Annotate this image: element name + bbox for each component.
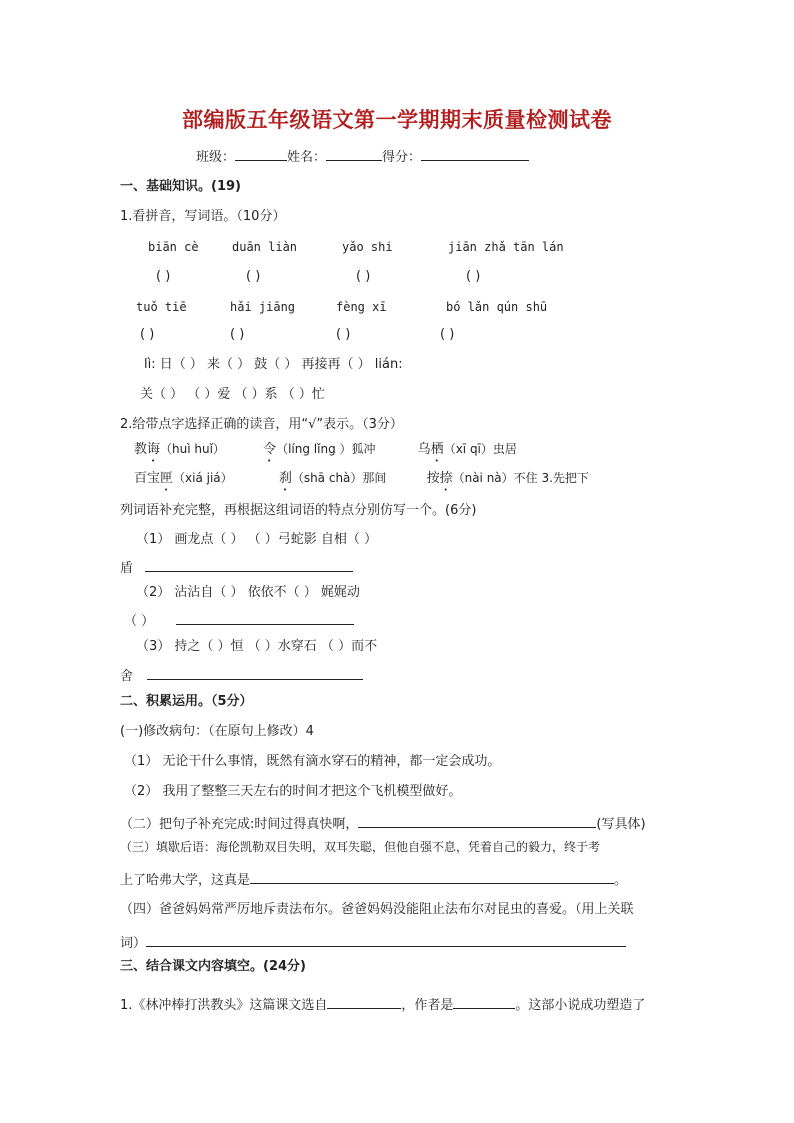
faulty-sentence-1: （1） 无论干什么事情，既然有滴水穿石的精神，都一定会成功。 xyxy=(124,754,501,769)
score-field[interactable] xyxy=(421,146,529,161)
answer-line[interactable] xyxy=(358,813,596,828)
class-label: 班级： xyxy=(196,150,236,165)
pinyin-8: bó lǎn qún shū xyxy=(446,300,548,314)
section1-heading: 一、基础知识。(19) xyxy=(120,179,241,194)
faulty-sentence-2: （2） 我用了整整三天左右的时间才把这个飞机模型做好。 xyxy=(124,784,462,799)
imitation-answer-line[interactable] xyxy=(147,665,363,680)
q1-prompt: 1.看拼音，写词语。（10分） xyxy=(120,209,286,224)
name-label: 姓名： xyxy=(287,150,327,165)
pinyin-4: jiān zhǎ tān lán xyxy=(448,240,564,254)
answer-blank[interactable]: ( ) xyxy=(156,269,171,284)
pinyin-7: fèng xī xyxy=(336,300,387,314)
q2-row2: 百宝匣（xiá jiá） 刹（shā chà）那间 按捺（nài nà）不住 3.先把下 xyxy=(134,471,589,486)
answer-blank[interactable]: ( ) xyxy=(230,327,245,342)
q3-prompt: 列词语补充完整，再根据这组词语的特点分别仿写一个。(6分) xyxy=(120,503,477,518)
pinyin-2: duān liàn xyxy=(232,240,298,254)
pinyin-3: yǎo shi xyxy=(342,240,393,254)
student-info-row xyxy=(196,146,529,167)
section2-part4: （四）爸爸妈妈常严厉地斥责法布尔。爸爸妈妈没能阻止法布尔对昆虫的喜爱。（用上关联 xyxy=(120,902,634,917)
answer-line[interactable] xyxy=(250,869,614,884)
answer-line[interactable] xyxy=(146,932,626,947)
section3-q1: 1.《林冲棒打洪教头》这篇课文选自 ，作者是 。这部小说成功塑造了 xyxy=(120,994,645,1015)
q3-row1-tail: 盾 xyxy=(120,557,353,578)
section2-part3-b: 上了哈弗大学，这真是 。 xyxy=(120,869,627,890)
name-field[interactable] xyxy=(326,146,382,161)
page-title: 部编版五年级语文第一学期期末质量检测试卷 xyxy=(182,107,612,132)
dotted-char: 捺 xyxy=(439,471,453,486)
dotted-char: 诲 xyxy=(147,442,161,457)
answer-blank[interactable]: ( ) xyxy=(246,269,261,284)
q3-row1: （1） 画龙点（ ） （ ）弓蛇影 自相（ ） xyxy=(136,532,378,547)
answer-blank[interactable]: ( ) xyxy=(440,327,455,342)
section3-heading: 三、结合课文内容填空。(24分) xyxy=(120,959,306,974)
class-field[interactable] xyxy=(235,146,287,161)
answer-line[interactable] xyxy=(327,994,401,1009)
q3-row3-tail: 舍 xyxy=(120,665,363,686)
imitation-answer-line[interactable] xyxy=(145,557,353,572)
dotted-char: 栖 xyxy=(430,442,444,457)
answer-blank[interactable]: ( ) xyxy=(140,327,155,342)
answer-line[interactable] xyxy=(453,994,515,1009)
imitation-answer-line[interactable] xyxy=(176,610,354,625)
section2-part3: （三）填歇后语：海伦凯勒双目失明，双耳失聪，但他自强不息，凭着自己的毅力，终于考 xyxy=(120,840,601,854)
pinyin-6: hǎi jiāng xyxy=(230,300,296,314)
answer-blank[interactable]: ( ) xyxy=(336,327,351,342)
q2-prompt: 2.给带点字选择正确的读音，用“√”表示。（3分） xyxy=(120,417,403,432)
answer-blank[interactable]: ( ) xyxy=(356,269,371,284)
pinyin-1: biān cè xyxy=(148,240,199,254)
li-fill-row: lì: 日（ ） 来（ ） 鼓（ ） 再接再（ ） lián: xyxy=(144,357,403,372)
q3-row2: （2） 沾沾自（ ） 依依不（ ） 娓娓动 xyxy=(136,585,360,600)
guan-fill-row: 关（ ） （ ）爱 （ ）系 （ ）忙 xyxy=(140,387,325,402)
answer-blank[interactable]: ( ) xyxy=(466,269,481,284)
section2-heading: 二、积累运用。（5分） xyxy=(120,694,253,709)
q2-row1: 教诲（huì huǐ） 令（líng lǐng ）狐冲 乌栖（xī qī）虫居 xyxy=(134,442,517,457)
q3-row3: （3） 持之（ ）恒 （ ）水穿石 （ ）而不 xyxy=(136,639,378,654)
section2-part2: （二）把句子补充完成:时间过得真快啊， (写具体) xyxy=(120,813,646,834)
section2-part1: (一)修改病句：（在原句上修改）4 xyxy=(120,724,314,739)
dotted-char: 匣 xyxy=(160,471,174,486)
dotted-char: 刹 xyxy=(278,471,292,486)
section2-part4-b: 词） xyxy=(120,932,626,953)
dotted-char: 令 xyxy=(263,442,277,457)
q3-row2-tail: （ ） xyxy=(124,610,354,631)
pinyin-5: tuǒ tiē xyxy=(136,300,187,314)
score-label: 得分： xyxy=(382,150,422,165)
